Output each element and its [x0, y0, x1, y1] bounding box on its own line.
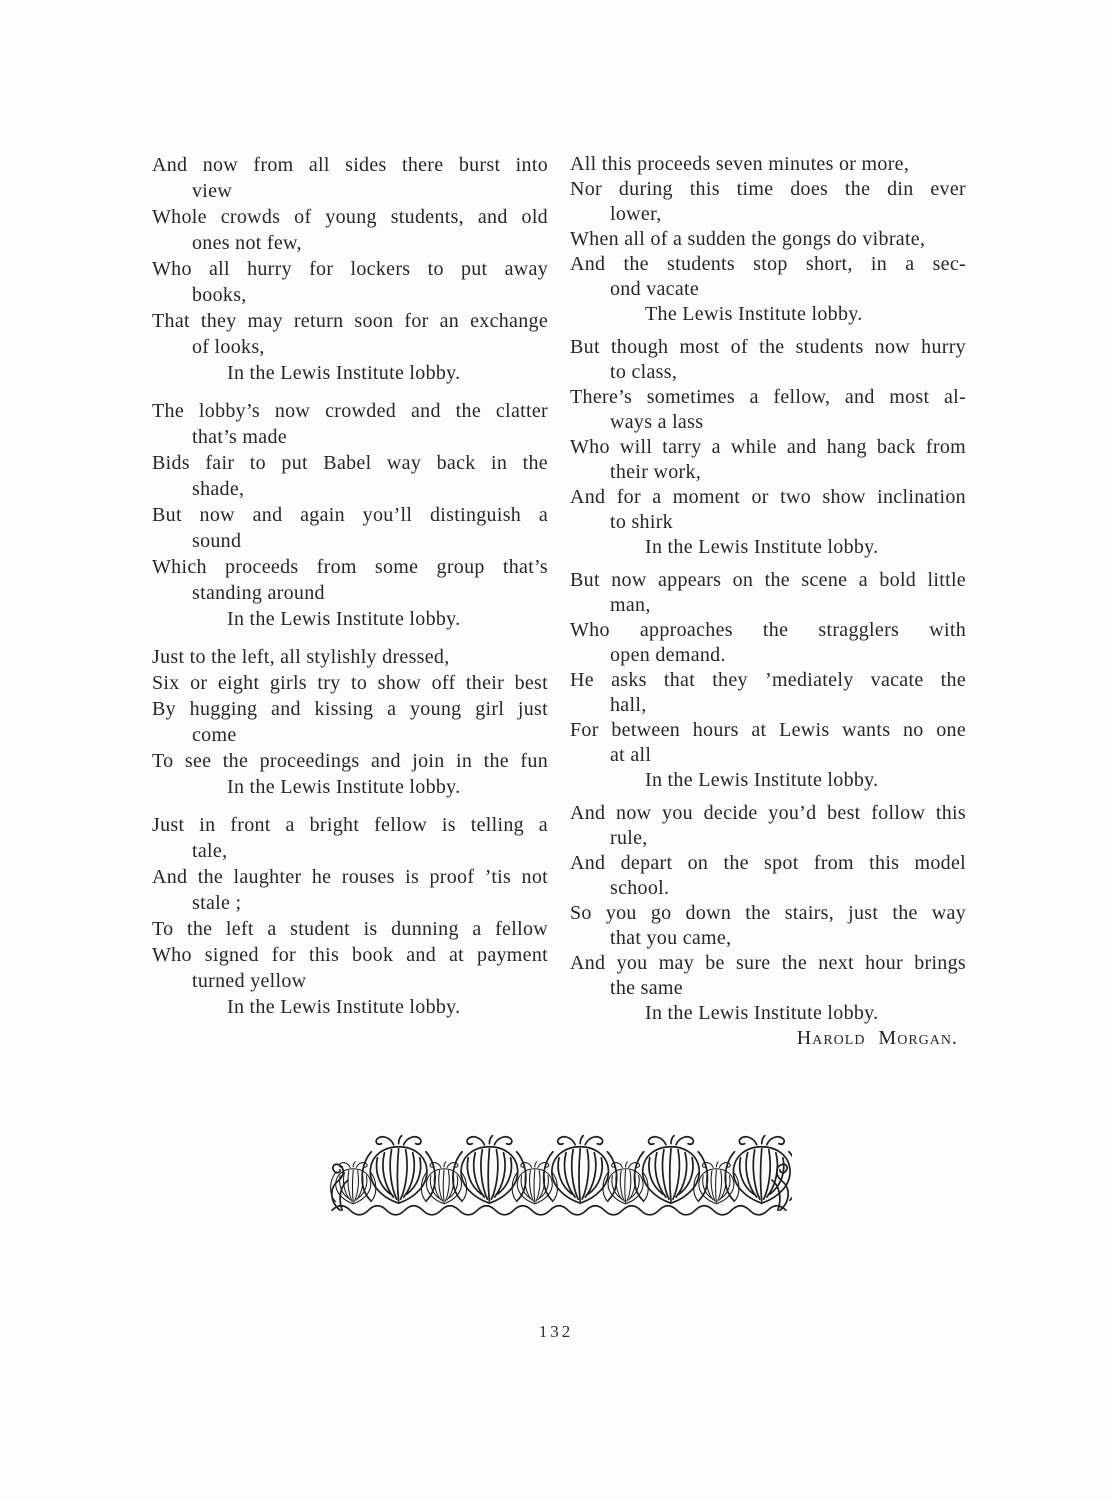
poem-line: For between hours at Lewis wants no one: [570, 719, 966, 741]
poem-line: To see the proceedings and join in the fun: [152, 750, 548, 772]
poem-line: And you may be sure the next hour brings: [570, 952, 966, 974]
poem-line: view: [192, 180, 233, 202]
poem-line: their work,: [610, 461, 702, 483]
poem-column-left: [152, 152, 548, 1032]
poem-line: turned yellow: [192, 970, 307, 992]
poem-line: books,: [192, 284, 247, 306]
poem-line: hall,: [610, 694, 647, 716]
refrain-line: In the Lewis Institute lobby.: [227, 362, 461, 384]
poem-line: But now and again you’ll distinguish a: [152, 504, 548, 526]
poem-line: By hugging and kissing a young girl just: [152, 698, 548, 720]
refrain-line: In the Lewis Institute lobby.: [645, 1002, 879, 1024]
poem-line: To the left a student is dunning a fellow: [152, 918, 548, 940]
refrain-line: In the Lewis Institute lobby.: [227, 776, 461, 798]
poem-line: sound: [192, 530, 242, 552]
poem-line: tale,: [192, 840, 228, 862]
poem-line: to shirk: [610, 511, 673, 533]
poem-line: ond vacate: [610, 278, 700, 300]
poem-line: He asks that they ’mediately vacate the: [570, 669, 966, 691]
poem-line: All this proceeds seven minutes or more,: [570, 153, 910, 175]
poem-line: And now from all sides there burst into: [152, 154, 548, 176]
poem-line: Nor during this time does the din ever: [570, 178, 966, 200]
poem-line: Bids fair to put Babel way back in the: [152, 452, 548, 474]
poem-line: But though most of the students now hurry: [570, 336, 966, 358]
poem-line: ways a lass: [610, 411, 704, 433]
poem-line: that’s made: [192, 426, 287, 448]
poem-line: There’s sometimes a fellow, and most al-: [570, 386, 966, 408]
poem-line: that you came,: [610, 927, 732, 949]
refrain-line: In the Lewis Institute lobby.: [645, 536, 879, 558]
refrain-line: In the Lewis Institute lobby.: [227, 996, 461, 1018]
poem-line: Whole crowds of young students, and old: [152, 206, 548, 228]
poem-line: Just in front a bright fellow is telling a: [152, 814, 548, 836]
stanza: [570, 568, 966, 793]
refrain-line: The Lewis Institute lobby.: [645, 303, 863, 325]
stanza: [570, 335, 966, 560]
poem-line: And now you decide you’d best follow this: [570, 802, 966, 824]
poem-line: Who signed for this book and at payment: [152, 944, 548, 966]
poem-line: the same: [610, 977, 683, 999]
poem-line: to class,: [610, 361, 678, 383]
poem-line: rule,: [610, 827, 648, 849]
stanza: [152, 812, 548, 1020]
stanza: [570, 152, 966, 327]
ornament-frieze: [328, 1132, 792, 1228]
poem-line: And the students stop short, in a sec-: [570, 253, 966, 275]
stanza: [570, 801, 966, 1051]
poem-line: Just to the left, all stylishly dressed,: [152, 646, 450, 668]
author-signature: Harold Morgan.: [796, 1027, 958, 1049]
stanza: [152, 398, 548, 632]
poem-line: And the laughter he rouses is proof ’tis not: [152, 866, 548, 888]
poem-line: Who all hurry for lockers to put away: [152, 258, 548, 280]
poem-line: The lobby’s now crowded and the clatter: [152, 400, 548, 422]
poem-line: Six or eight girls try to show off their best: [152, 672, 548, 694]
poem-line: lower,: [610, 203, 662, 225]
poem-line: And for a moment or two show inclination: [570, 486, 966, 508]
poem-line: shade,: [192, 478, 245, 500]
stanza: [152, 644, 548, 800]
poem-line: So you go down the stairs, just the way: [570, 902, 966, 924]
poem-line: Who approaches the stragglers with: [570, 619, 966, 641]
poem-line: at all: [610, 744, 652, 766]
poem-line: school.: [610, 877, 670, 899]
poem-line: ones not few,: [192, 232, 302, 254]
stanza: [152, 152, 548, 386]
poem-line: man,: [610, 594, 651, 616]
poem-line: Who will tarry a while and hang back from: [570, 436, 966, 458]
poem-line: But now appears on the scene a bold little: [570, 569, 966, 591]
poem-line: of looks,: [192, 336, 265, 358]
page-number: 132: [538, 1322, 574, 1341]
poem-line: And depart on the spot from this model: [570, 852, 966, 874]
poem-line: open demand.: [610, 644, 726, 666]
poem-line: When all of a sudden the gongs do vibrate,: [570, 228, 926, 250]
poem-line: Which proceeds from some group that’s: [152, 556, 548, 578]
poem-line: come: [192, 724, 237, 746]
poem-line: That they may return soon for an exchange: [152, 310, 548, 332]
poem-line: standing around: [192, 582, 325, 604]
refrain-line: In the Lewis Institute lobby.: [645, 769, 879, 791]
ornament-svg: [328, 1132, 792, 1228]
refrain-line: In the Lewis Institute lobby.: [227, 608, 461, 630]
poem-line: stale ;: [192, 892, 242, 914]
poem-column-right: [570, 152, 966, 1059]
